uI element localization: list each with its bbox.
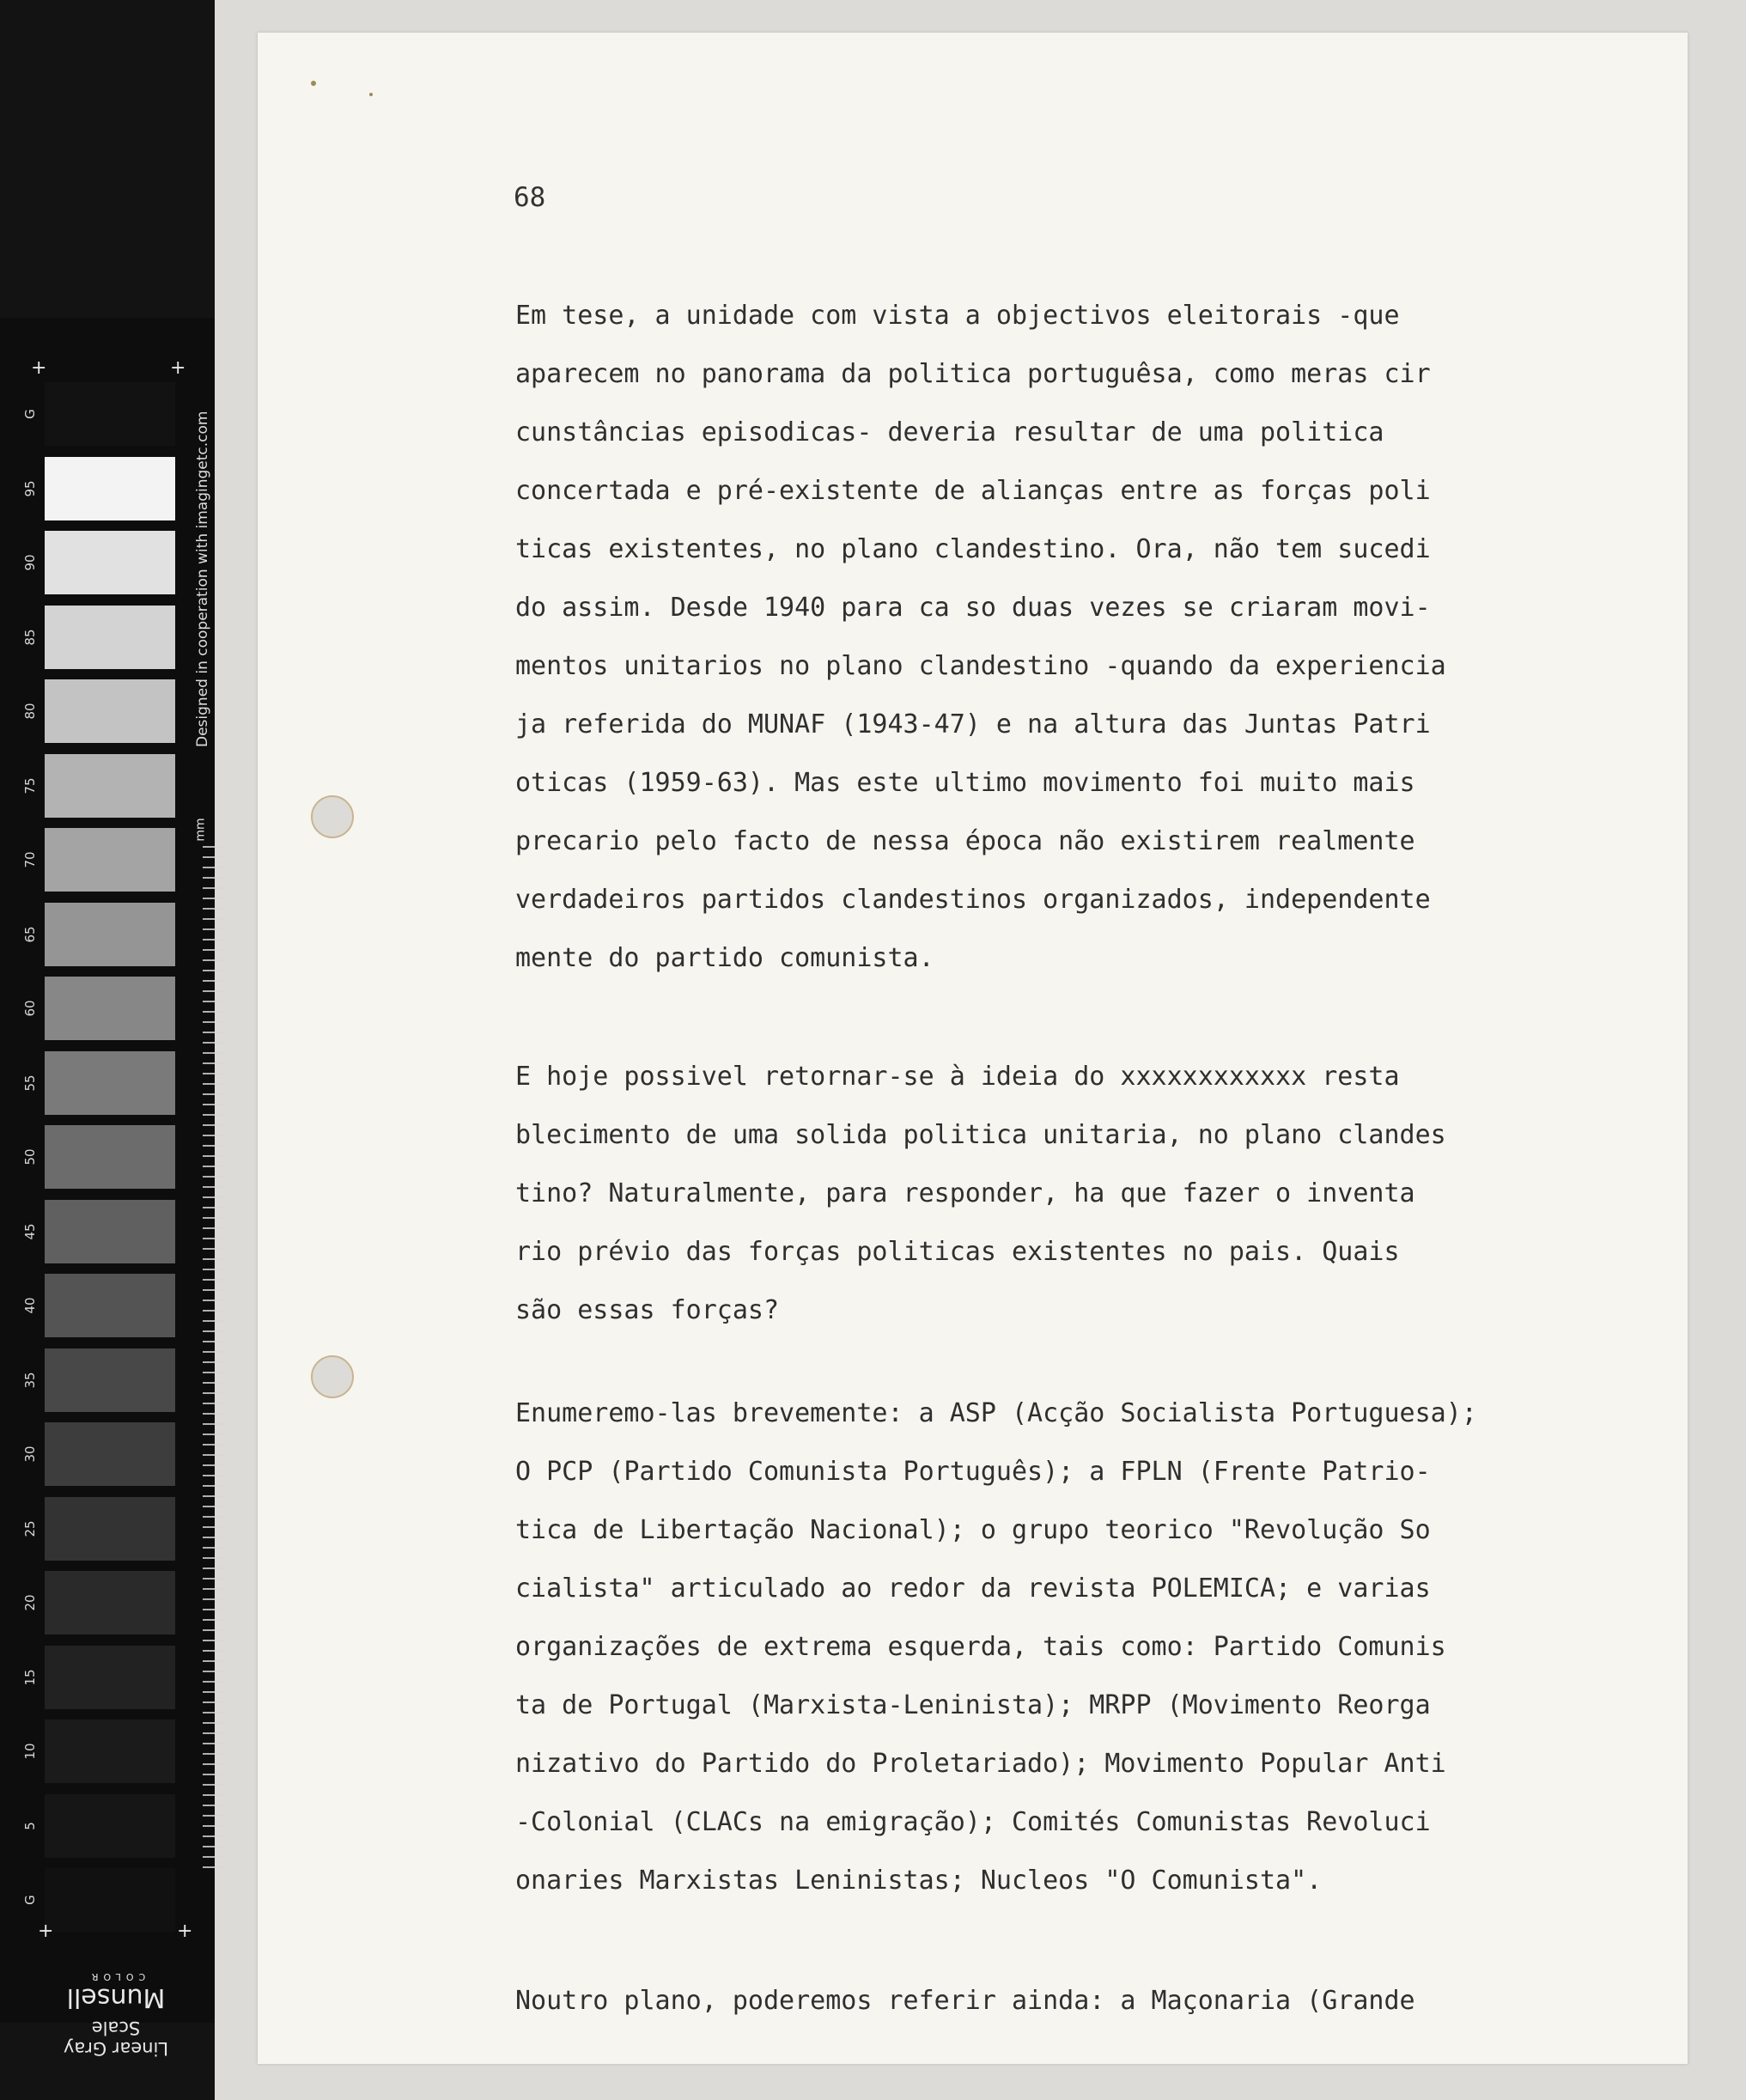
patch-label: 25 [22, 1519, 38, 1537]
patch-label: 90 [22, 554, 38, 571]
card-brand [43, 1971, 189, 2059]
patch-label: 35 [22, 1371, 38, 1389]
text-line: aparecem no panorama da politica portuguêsa, como meras cir [515, 359, 1431, 389]
gray-patch [45, 903, 175, 966]
gray-patch [45, 828, 175, 892]
registration-mark: + [170, 357, 186, 379]
patch-label: 50 [22, 1148, 38, 1166]
ruler-unit: mm [193, 818, 208, 842]
patch-label: 95 [22, 479, 38, 497]
gray-patch [45, 382, 175, 446]
gray-patch [45, 1422, 175, 1486]
text-line: onaries Marxistas Leninistas; Nucleos "O Comunista". [515, 1866, 1323, 1896]
patch-label: 60 [22, 1000, 38, 1017]
registration-mark: + [177, 1920, 193, 1942]
patch-label: 55 [22, 1074, 38, 1092]
gray-patch [45, 679, 175, 743]
gray-patch [45, 754, 175, 818]
text-line: mente do partido comunista. [515, 943, 934, 973]
text-line: ja referida do MUNAF (1943-47) e na altura das Juntas Patri [515, 709, 1431, 740]
text-line: -Colonial (CLACs na emigração); Comités Comunistas Revoluci [515, 1807, 1431, 1837]
text-line: Noutro plano, poderemos referir ainda: a Maçonaria (Grande [515, 1986, 1415, 2016]
gray-patch [45, 1125, 175, 1189]
patch-label: G [22, 1895, 38, 1905]
text-line: do assim. Desde 1940 para ca so duas vezes se criaram movi- [515, 593, 1431, 623]
card-credit: Designed in cooperation with imagingetc.com [194, 411, 211, 747]
registration-mark: + [31, 357, 47, 379]
patch-label: 80 [22, 703, 38, 720]
text-line: ta de Portugal (Marxista-Leninista); MRPP (Movimento Reorga [515, 1690, 1431, 1720]
patch-label: G [22, 409, 38, 419]
text-line: mentos unitarios no plano clandestino -quando da experiencia [515, 651, 1446, 681]
text-line: oticas (1959-63). Mas este ultimo movimento foi muito mais [515, 768, 1415, 798]
gray-patch [45, 1720, 175, 1783]
patch-label: 70 [22, 851, 38, 868]
text-line: ticas existentes, no plano clandestino. Ora, não tem sucedi [515, 534, 1431, 564]
text-line: nizativo do Partido do Proletariado); Movimento Popular Anti [515, 1749, 1446, 1779]
scale-name: Linear Gray Scale [63, 2018, 169, 2059]
punch-hole [311, 795, 354, 838]
gray-scale-card [0, 0, 215, 2100]
text-line: tica de Libertação Nacional); o grupo teorico "Revolução So [515, 1515, 1431, 1545]
patch-label: 5 [22, 1821, 38, 1830]
text-line: são essas forças? [515, 1295, 780, 1325]
gray-patch [45, 531, 175, 594]
gray-patch [45, 1051, 175, 1115]
paragraph-2 [515, 1048, 1597, 1340]
paper-stain [369, 93, 373, 96]
paragraph-4 [515, 1972, 1597, 2030]
gray-patch [45, 1497, 175, 1561]
patch-label: 85 [22, 628, 38, 646]
text-line: Em tese, a unidade com vista a objectivos eleitorais -que [515, 301, 1400, 331]
text-line: organizações de extrema esquerda, tais como: Partido Comunis [515, 1632, 1446, 1662]
gray-patch [45, 1200, 175, 1263]
text-line: precario pelo facto de nessa época não existirem realmente [515, 826, 1415, 856]
paragraph-1 [515, 287, 1597, 988]
text-line: O PCP (Partido Comunista Português); a FPLN (Frente Patrio- [515, 1457, 1431, 1487]
gray-patch [45, 1868, 175, 1932]
punch-hole [311, 1355, 354, 1398]
patch-label: 75 [22, 776, 38, 794]
brand-name: Munsell [66, 1982, 166, 2012]
gray-patch [45, 1794, 175, 1858]
text-line: E hoje possivel retornar-se à ideia do xxxxxxxxxxxx resta [515, 1062, 1400, 1092]
patch-label: 30 [22, 1446, 38, 1463]
text-line: Enumeremo-las brevemente: a ASP (Acção Socialista Portuguesa); [515, 1398, 1477, 1428]
text-line: verdadeiros partidos clandestinos organizados, independente [515, 885, 1431, 915]
text-line: tino? Naturalmente, para responder, ha que fazer o inventa [515, 1178, 1415, 1208]
gray-patch [45, 1646, 175, 1709]
text-line: blecimento de uma solida politica unitaria, no plano clandes [515, 1120, 1446, 1150]
gray-patch [45, 606, 175, 669]
paper-stain [311, 81, 316, 86]
text-line: cunstâncias episodicas- deveria resultar de uma politica [515, 417, 1384, 447]
gray-patch [45, 977, 175, 1040]
gray-patch [45, 457, 175, 520]
mm-ruler [203, 846, 223, 1877]
patch-label: 15 [22, 1668, 38, 1686]
page-number: 68 [514, 182, 546, 213]
text-line: concertada e pré-existente de alianças entre as forças poli [515, 476, 1431, 506]
patch-label: 20 [22, 1594, 38, 1611]
text-line: rio prévio das forças politicas existentes no pais. Quais [515, 1237, 1400, 1267]
brand-sub: COLOR [86, 1971, 146, 1982]
gray-patch [45, 1348, 175, 1412]
patch-label: 40 [22, 1297, 38, 1314]
registration-mark: + [38, 1920, 54, 1942]
patch-label: 65 [22, 925, 38, 943]
patch-label: 45 [22, 1222, 38, 1240]
gray-patch [45, 1274, 175, 1337]
patch-label: 10 [22, 1743, 38, 1760]
text-line: cialista" articulado ao redor da revista POLEMICA; e varias [515, 1573, 1431, 1604]
paragraph-3 [515, 1385, 1597, 1910]
gray-patch [45, 1571, 175, 1634]
